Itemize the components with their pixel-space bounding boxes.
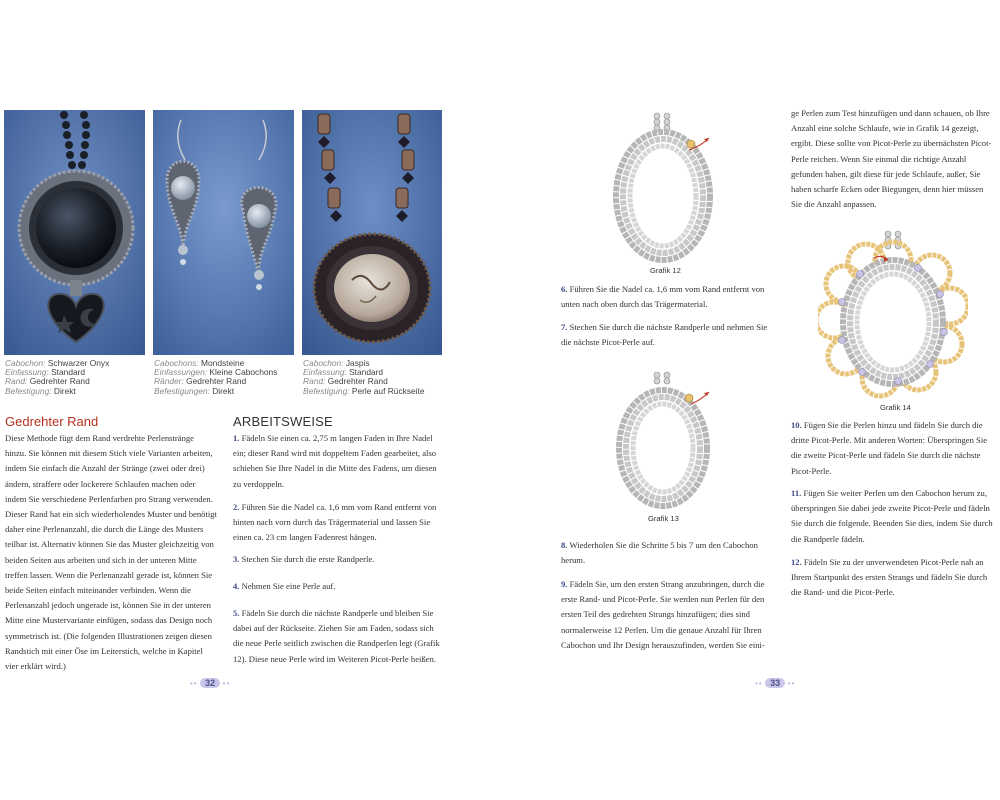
photo-onyx-pendant bbox=[4, 110, 145, 355]
photo-moonstone-earrings bbox=[153, 110, 294, 355]
figure-13-label: Grafik 13 bbox=[648, 514, 679, 523]
step-10: 10. Fügen Sie die Perlen hinzu und fädeln Sie durch die dritte Picot-Perle. Mit anderen Worten: Überspringen Sie die zweite Picot-Perle und fädeln Sie durch die nächste Picot-Perle. bbox=[791, 420, 988, 476]
section-body-text: Diese Methode fügt dem Rand verdrehte Perlenstränge hinzu. Sie können mit diesem Stich viele Varianten arbeiten, indem Sie einfach die Anzahl der Stränge (zwei oder drei) ändern, straffere oder lockerere Schlaufen machen oder indem Sie verschiedene Perlenfarben pro Strang verwenden. Dieser Rand hat ein sich wiederholendes Muster und benötigt daher eine Perlenanzahl, die durch die Länge des Musters teilbar ist. Alternativ können Sie das Muster gleichzeitig von beiden Seiten aus arbeiten und sich in der unteren Mitte treffen lassen. Wenn die Perlenanzahl gerade ist, können Sie beide Seiten einfach miteinander verbinden. Wenn die Perlenanzahl jedoch ungerade ist, können Sie in der unteren Mitte eine Mustervariante einfügen, sodass das Design noch symmetrisch ist. (Die folgenden Illustrationen zeigen diesen Randstich mit einer Öse im Leiterstich, welche in Kapitel vier erklärt wird.) bbox=[5, 433, 217, 672]
continued-text: ge Perlen zum Test hinzufügen und dann schauen, ob Ihre Anzahl eine solche Schlaufe, wie in Grafik 14 gezeigt, ergibt. Diese sollte von Picot-Perle zu übernächsten Picot-Perle reichen. Wenn Sie einmal die richtige Anzahl gefunden haben, gilt diese für jede Schlaufe, außer, Sie haben scharfe Ecken oder Biegungen, denn hier müssen Sie die Anzahl anpassen. bbox=[791, 108, 992, 210]
photo-caption-3: Cabochon: Jaspis Einfassung: Standard Rand: Gedrehter Rand Befestigung: Perle auf Rückseite bbox=[303, 358, 425, 396]
figure-14 bbox=[818, 228, 968, 403]
page-number-left: •• 32 •• bbox=[190, 678, 231, 688]
step-1: 1. Fädeln Sie einen ca. 2,75 m langen Faden in Ihre Nadel ein; dieser Rand wird mit doppeltem Faden gearbeitet, also schieben Sie Ihre Nadel in die Mitte des Fadens, um diesen zu verdoppeln. bbox=[233, 433, 437, 489]
step-4: 4. Nehmen Sie eine Perle auf. bbox=[233, 581, 336, 591]
step-8: 8. Wiederholen Sie die Schritte 5 bis 7 um den Cabochon herum. bbox=[561, 540, 758, 566]
figure-14-label: Grafik 14 bbox=[880, 403, 911, 412]
photo-caption-2: Cabochons: Mondsteine Einfassungen: Kleine Cabochons Ränder: Gedrehter Rand Befestigungen: Direkt bbox=[154, 358, 278, 396]
step-2: 2. Führen Sie die Nadel ca. 1,6 mm vom Rand entfernt von hinten nach vorn durch das Trägermaterial und lassen Sie einen ca. 23 cm langen Fadenrest hängen. bbox=[233, 502, 437, 543]
step-7: 7. Stechen Sie durch die nächste Randperle und nehmen Sie die nächste Picot-Perle auf. bbox=[561, 322, 768, 348]
method-title: ARBEITSWEISE bbox=[233, 414, 333, 429]
step-9: 9. Fädeln Sie, um den ersten Strang anzubringen, durch die erste Rand- und Picot-Perle. Sie werden nun Perlen für den ersten Teil des gedrehten Strangs hinzufügen; dies sind normalerweise 12 Perlen. Um die genaue Anzahl für Ihren Cabochon und Ihr Design herauszufinden, werden Sie eini- bbox=[561, 579, 765, 650]
photo-jasper-pendant bbox=[302, 110, 442, 355]
step-3: 3. Stechen Sie durch die erste Randperle. bbox=[233, 554, 375, 564]
photo-caption-1: Cabochon: Schwarzer Onyx Einfassung: Standard Rand: Gedrehter Rand Befestigung: Direkt bbox=[5, 358, 110, 396]
section-title: Gedrehter Rand bbox=[5, 414, 99, 429]
figure-13 bbox=[605, 370, 725, 515]
page-number-right: •• 33 •• bbox=[755, 678, 796, 688]
step-12: 12. Fädeln Sie zu der unverwendeten Picot-Perle nah an Ihrem Startpunkt des ersten Strangs und fädeln Sie durch die Rand- und die Picot-Perle. bbox=[791, 557, 988, 598]
step-6: 6. Führen Sie die Nadel ca. 1,6 mm vom Rand entfernt von unten nach oben durch das Trägermaterial. bbox=[561, 284, 765, 310]
step-11: 11. Fügen Sie weiter Perlen um den Cabochon herum zu, überspringen Sie dabei jede zweite Picot-Perle und fädeln Sie durch die folgende. Beenden Sie dies, indem Sie durch die Randperle fädeln. bbox=[791, 488, 993, 544]
step-5: 5. Fädeln Sie durch die nächste Randperle und bleiben Sie dabei auf der Rückseite. Ziehen Sie am Faden, sodass sich die neue Perle seitlich zwischen die Randperlen legt (Grafik 12). Diese neue Perle wird im Weiteren Picot-Perle heißen. bbox=[233, 608, 440, 664]
figure-12 bbox=[605, 110, 725, 270]
figure-12-label: Grafik 12 bbox=[650, 266, 681, 275]
